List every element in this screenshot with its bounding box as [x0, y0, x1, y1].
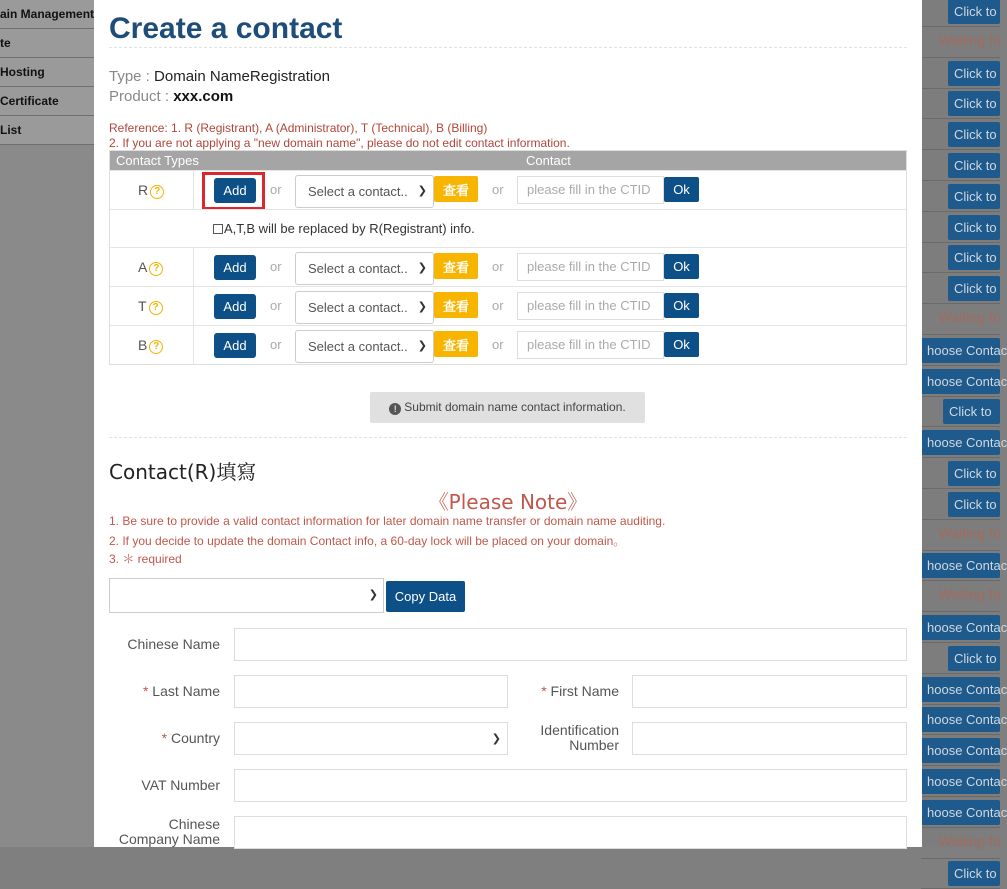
- bg-menu-item: ain Management: [0, 0, 95, 29]
- bg-row: [921, 59, 1000, 89]
- ctid-input[interactable]: please fill in the CTID: [517, 253, 664, 281]
- chinese-name-label: Chinese Name: [127, 636, 220, 652]
- view-button[interactable]: 查看: [434, 176, 478, 202]
- bg-status-text: Waiting fo: [939, 586, 1001, 603]
- bg-action-button[interactable]: hoose Contac: [921, 677, 1000, 702]
- replace-checkbox-row: [110, 209, 906, 247]
- view-button[interactable]: 查看: [434, 292, 478, 318]
- bg-row: [921, 521, 1000, 551]
- id-number-input[interactable]: [632, 722, 907, 755]
- reference-line-2: 2. If you are not applying a "new domain name", please do not edit contact information.: [109, 136, 570, 150]
- bg-action-button[interactable]: Click to: [948, 184, 1000, 209]
- bg-row: [921, 182, 1000, 212]
- company-name-input[interactable]: [234, 816, 907, 849]
- section-divider: [109, 437, 907, 438]
- add-button[interactable]: Add: [214, 333, 256, 358]
- chinese-name-input[interactable]: [234, 628, 907, 661]
- first-name-input[interactable]: [632, 675, 907, 708]
- page-title: Create a contact: [109, 12, 343, 45]
- country-label: * Country: [161, 730, 220, 746]
- bg-row: [921, 582, 1000, 612]
- last-name-input[interactable]: [234, 675, 508, 708]
- view-button[interactable]: 查看: [434, 331, 478, 357]
- note-title: 《Please Note》: [428, 490, 588, 514]
- section-title: Contact(R)填寫: [109, 460, 257, 484]
- or-text: or: [270, 182, 282, 197]
- bg-action-button[interactable]: hoose Contac: [921, 738, 1000, 763]
- bg-status-text: Waiting fo: [939, 832, 1001, 849]
- copy-data-button[interactable]: Copy Data: [386, 581, 465, 612]
- ok-button[interactable]: Ok: [664, 254, 699, 279]
- bg-row: [921, 336, 1007, 366]
- last-name-label: * Last Name: [142, 683, 220, 699]
- note-line: 2. If you decide to update the domain Contact info, a 60-day lock will be placed on your domain。: [109, 534, 626, 548]
- or-text: or: [492, 182, 504, 197]
- bg-row: [921, 736, 1007, 766]
- submit-contact-button[interactable]: ! Submit domain name contact information.: [370, 392, 645, 423]
- bg-row: [921, 459, 1000, 489]
- bg-row: [921, 767, 1007, 797]
- chevron-down-icon: ❯: [417, 185, 427, 197]
- first-name-label: * First Name: [541, 683, 619, 699]
- vat-number-input[interactable]: [234, 769, 907, 802]
- bg-action-button[interactable]: Click to: [948, 0, 1000, 24]
- bg-row: [921, 89, 1000, 119]
- country-select[interactable]: [234, 722, 508, 755]
- bg-action-button[interactable]: Click to: [948, 61, 1000, 86]
- bg-action-button[interactable]: hoose Contac: [921, 338, 1000, 363]
- ctid-input[interactable]: please fill in the CTID: [517, 331, 664, 359]
- checkbox[interactable]: [213, 224, 223, 234]
- create-contact-modal: [94, 0, 922, 847]
- bg-action-button[interactable]: hoose Contac: [921, 707, 1000, 732]
- bg-action-button[interactable]: Click to: [948, 276, 1000, 301]
- bg-row: [921, 675, 1007, 705]
- or-text: or: [270, 337, 282, 352]
- bg-row: [921, 829, 1000, 859]
- contact-select[interactable]: Select a contact.. ❯: [295, 175, 434, 208]
- bg-action-button[interactable]: Click to: [948, 245, 1000, 270]
- bg-row: [921, 0, 1000, 27]
- help-icon[interactable]: ?: [149, 340, 163, 354]
- bg-action-button[interactable]: Click to: [948, 153, 1000, 178]
- contact-row-a: [110, 247, 906, 286]
- or-text: or: [492, 259, 504, 274]
- note-line: 3. ＊ required: [109, 552, 182, 566]
- bg-action-button[interactable]: hoose Contac: [921, 769, 1000, 794]
- id-number-label: Identification Number: [540, 722, 619, 753]
- product-value: xxx.com: [173, 88, 234, 105]
- help-icon[interactable]: ?: [150, 185, 164, 199]
- bg-row: [921, 120, 1000, 150]
- add-button[interactable]: Add: [214, 294, 256, 319]
- ctid-input[interactable]: please fill in the CTID: [517, 292, 664, 320]
- table-header: [110, 151, 906, 170]
- bg-status-text: Waiting fo: [939, 31, 1001, 48]
- bg-status-text: Waiting fo: [939, 309, 1001, 325]
- bg-row: [921, 551, 1007, 581]
- ok-button[interactable]: Ok: [664, 177, 699, 202]
- bg-action-button[interactable]: Click to: [948, 492, 1000, 517]
- bg-row: [921, 705, 1007, 735]
- header-contact-types: Contact Types: [116, 153, 199, 168]
- bg-menu-item: te: [0, 29, 95, 58]
- bg-row: [921, 243, 1000, 273]
- ctid-input[interactable]: please fill in the CTID: [517, 176, 664, 204]
- replace-checkbox-label[interactable]: A,T,B will be replaced by R(Registrant) info.: [213, 221, 475, 236]
- chevron-down-icon: ❯: [368, 589, 378, 601]
- type-label: Type :: [109, 68, 150, 85]
- contact-select[interactable]: Select a contact.. ❯: [295, 330, 434, 363]
- help-icon[interactable]: ?: [149, 262, 163, 276]
- chevron-down-icon: ❯: [417, 340, 427, 352]
- bg-status-text: Waiting fo: [939, 524, 1001, 541]
- or-text: or: [492, 337, 504, 352]
- contact-types-table: [109, 150, 907, 365]
- bg-row: [921, 28, 1000, 58]
- bg-row: [921, 798, 1007, 828]
- bg-row: [921, 367, 1007, 397]
- header-contact: Contact: [526, 153, 571, 168]
- bg-action-button[interactable]: hoose Contac: [921, 430, 1000, 455]
- bg-action-button[interactable]: Click to: [948, 461, 1000, 486]
- row-label: T ?: [138, 298, 163, 315]
- type-row: [109, 68, 330, 85]
- chevron-down-icon: ❯: [417, 262, 427, 274]
- bg-action-button[interactable]: Click to: [943, 399, 1000, 424]
- bg-row: [921, 644, 1000, 674]
- or-text: or: [492, 298, 504, 313]
- bg-row: [921, 490, 1000, 520]
- bg-action-button[interactable]: hoose Contac: [921, 369, 1000, 394]
- background-left-menu: [0, 0, 95, 847]
- bg-menu-item: List: [0, 116, 95, 145]
- bg-row: [921, 274, 1000, 304]
- contact-row-r: [110, 170, 906, 209]
- type-value: Domain NameRegistration: [154, 68, 330, 85]
- bg-action-button[interactable]: Click to: [948, 861, 1000, 886]
- ok-button[interactable]: Ok: [664, 332, 699, 357]
- bg-action-button[interactable]: Click to: [948, 122, 1000, 147]
- contact-select[interactable]: Select a contact.. ❯: [295, 291, 434, 324]
- background-right-column: [921, 0, 1007, 882]
- or-text: or: [270, 259, 282, 274]
- row-label: R ?: [138, 182, 164, 199]
- view-button[interactable]: 查看: [434, 253, 478, 279]
- note-line: 1. Be sure to provide a valid contact information for later domain name transfer or domain name auditing.: [109, 514, 666, 528]
- reference-line-1: Reference: 1. R (Registrant), A (Administrator), T (Technical), B (Billing): [109, 121, 488, 135]
- bg-action-button[interactable]: hoose Contac: [921, 800, 1000, 825]
- bg-action-button[interactable]: hoose Contac: [921, 553, 1000, 578]
- bg-row: [921, 428, 1007, 458]
- row-label: B ?: [138, 337, 163, 354]
- company-name-label: Chinese Company Name: [118, 816, 220, 847]
- add-button[interactable]: Add: [214, 178, 256, 203]
- bg-action-button[interactable]: Click to: [948, 91, 1000, 116]
- bg-menu-item: Certificate: [0, 87, 95, 116]
- chevron-down-icon: ❯: [491, 733, 501, 745]
- bg-row: [921, 397, 1000, 427]
- contact-select[interactable]: Select a contact.. ❯: [295, 252, 434, 285]
- row-label: A ?: [138, 259, 163, 276]
- product-row: [109, 88, 233, 105]
- contact-row-t: [110, 286, 906, 325]
- help-icon[interactable]: ?: [149, 301, 163, 315]
- bg-menu-item: Hosting: [0, 58, 95, 87]
- bg-action-button[interactable]: Click to: [948, 646, 1000, 671]
- add-button[interactable]: Add: [214, 255, 256, 280]
- bg-row: [921, 213, 1000, 243]
- product-label: Product :: [109, 88, 170, 105]
- copy-source-select[interactable]: [109, 578, 384, 613]
- bg-row: [921, 305, 1000, 335]
- info-icon: !: [389, 403, 401, 415]
- bg-action-button[interactable]: Click to: [948, 215, 1000, 240]
- vat-number-label: VAT Number: [141, 777, 220, 793]
- chevron-down-icon: ❯: [417, 301, 427, 313]
- ok-button[interactable]: Ok: [664, 293, 699, 318]
- bg-row: [921, 859, 1000, 889]
- bg-action-button[interactable]: hoose Contac: [921, 615, 1000, 640]
- contact-row-b: [110, 325, 906, 364]
- title-divider: [109, 47, 907, 48]
- bg-row: [921, 151, 1000, 181]
- bg-row: [921, 613, 1007, 643]
- or-text: or: [270, 298, 282, 313]
